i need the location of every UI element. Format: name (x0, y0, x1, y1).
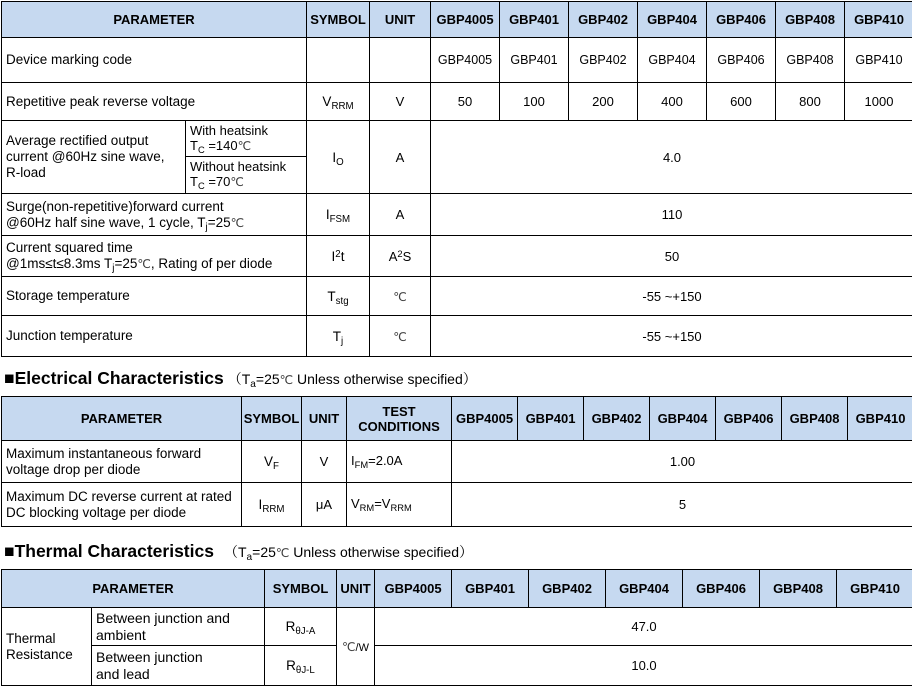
symbol-cell: $I_O$ (307, 121, 370, 194)
i2t-row (2, 236, 912, 277)
symbol-cell: $R_{\theta J-A}$ (265, 608, 337, 646)
symbol-cell: $I^2t$ (307, 236, 370, 277)
value-cell: 4.0 (431, 121, 912, 194)
value-cell: 10.0 (375, 646, 912, 686)
device-marking-row (2, 38, 912, 83)
io-row-with-heatsink (2, 121, 912, 157)
value-cell: 1.00 (452, 441, 912, 483)
device-column-header: GBP406 (707, 2, 776, 38)
value-cell: GBP404 (638, 38, 707, 83)
device-column-header: GBP4005 (452, 397, 518, 441)
tstg-row (2, 277, 912, 316)
value-cell: 1000 (845, 83, 912, 121)
device-column-header: GBP404 (606, 570, 683, 608)
section-title: ■Electrical Characteristics (4, 368, 224, 388)
value-cell: 50 (431, 236, 912, 277)
device-column-header: GBP408 (782, 397, 848, 441)
unit-header-cell: UNIT (370, 2, 431, 38)
device-column-header: GBP410 (837, 570, 912, 608)
device-column-header: GBP402 (569, 2, 638, 38)
condition-cell-with-heatsink: With heatsink $T_C$ =140℃ (186, 121, 307, 157)
value-cell: 50 (431, 83, 500, 121)
irrm-row (2, 483, 912, 527)
electrical-characteristics-heading (4, 368, 912, 389)
unit-cell: A (370, 194, 431, 236)
value-cell: 200 (569, 83, 638, 121)
device-column-header: GBP406 (716, 397, 782, 441)
value-cell: 47.0 (375, 608, 912, 646)
value-cell: -55 ~+150 (431, 316, 912, 357)
parameter-cell: Between junction and lead (92, 646, 265, 686)
parameter-cell: Storage temperature (2, 277, 307, 316)
unit-header-cell: UNIT (302, 397, 347, 441)
symbol-cell: $T_j$ (307, 316, 370, 357)
unit-cell: ℃/W (337, 608, 375, 686)
value-cell: 100 (500, 83, 569, 121)
device-column-header: GBP404 (650, 397, 716, 441)
parameter-group-cell: Thermal Resistance (2, 608, 92, 686)
value-cell: GBP410 (845, 38, 912, 83)
test-conditions-cell: $I_{FM}=2.0A$ (347, 441, 452, 483)
thermal-characteristics-heading (4, 541, 912, 562)
symbol-cell: $T_{stg}$ (307, 277, 370, 316)
symbol-cell: $V_F$ (242, 441, 302, 483)
parameter-cell: Surge(non-repetitive)forward current @60Hz half sine wave, 1 cycle, $T_j=25℃$ (2, 194, 307, 236)
device-column-header: GBP408 (776, 2, 845, 38)
unit-cell: ℃ (370, 277, 431, 316)
parameter-header-cell: PARAMETER (2, 2, 307, 38)
device-column-header: GBP402 (529, 570, 606, 608)
device-column-header: GBP404 (638, 2, 707, 38)
device-column-header: GBP408 (760, 570, 837, 608)
thermal-characteristics-table (1, 569, 912, 686)
maximum-ratings-table (1, 1, 912, 357)
value-cell: GBP408 (776, 38, 845, 83)
electrical-characteristics-table (1, 396, 912, 527)
value-cell: 600 (707, 83, 776, 121)
symbol-header-cell: SYMBOL (265, 570, 337, 608)
vrrm-row (2, 83, 912, 121)
symbol-cell (307, 38, 370, 83)
symbol-header-cell: SYMBOL (307, 2, 370, 38)
value-cell: 800 (776, 83, 845, 121)
parameter-cell: Repetitive peak reverse voltage (2, 83, 307, 121)
maximum-ratings-header-row (2, 2, 912, 38)
device-column-header: GBP410 (845, 2, 912, 38)
device-column-header: GBP410 (848, 397, 912, 441)
rthja-row (2, 608, 912, 646)
symbol-header-cell: SYMBOL (242, 397, 302, 441)
parameter-cell: Device marking code (2, 38, 307, 83)
value-cell: GBP401 (500, 38, 569, 83)
device-column-header: GBP401 (500, 2, 569, 38)
unit-cell: ℃ (370, 316, 431, 357)
unit-cell: A (370, 121, 431, 194)
device-column-header: GBP406 (683, 570, 760, 608)
ifsm-row (2, 194, 912, 236)
thermal-header-row (2, 570, 912, 608)
unit-cell: V (302, 441, 347, 483)
unit-cell: μA (302, 483, 347, 527)
device-column-header: GBP401 (518, 397, 584, 441)
parameter-header-cell: PARAMETER (2, 570, 265, 608)
symbol-cell: $I_{FSM}$ (307, 194, 370, 236)
test-conditions-cell: $V_{RM}=V_{RRM}$ (347, 483, 452, 527)
unit-cell (370, 38, 431, 83)
parameter-cell: Average rectified output current @60Hz sine wave, R-load (2, 121, 186, 194)
condition-cell-without-heatsink: Without heatsink $T_C$ =70℃ (186, 157, 307, 194)
value-cell: GBP402 (569, 38, 638, 83)
section-title: ■Thermal Characteristics (4, 541, 214, 561)
value-cell: GBP406 (707, 38, 776, 83)
parameter-cell: Maximum DC reverse current at rated DC blocking voltage per diode (2, 483, 242, 527)
parameter-cell: Junction temperature (2, 316, 307, 357)
rthjl-row (2, 646, 912, 686)
value-cell: GBP4005 (431, 38, 500, 83)
section-condition: （$T_a=25℃$ Unless otherwise specified） (228, 371, 477, 387)
section-condition: （$T_a=25℃$ Unless otherwise specified） (224, 544, 473, 560)
device-column-header: GBP4005 (431, 2, 500, 38)
device-column-header: GBP401 (452, 570, 529, 608)
test-conditions-header-cell: TEST CONDITIONS (347, 397, 452, 441)
unit-header-cell: UNIT (337, 570, 375, 608)
tj-row (2, 316, 912, 357)
symbol-cell: $R_{\theta J-L}$ (265, 646, 337, 686)
unit-cell: V (370, 83, 431, 121)
parameter-cell: Current squared time @1ms≤t≤8.3ms $T_j=25℃$, Rating of per diode (2, 236, 307, 277)
value-cell: 5 (452, 483, 912, 527)
symbol-cell: $I_{RRM}$ (242, 483, 302, 527)
parameter-cell: Maximum instantaneous forward voltage drop per diode (2, 441, 242, 483)
symbol-cell: $V_{RRM}$ (307, 83, 370, 121)
device-column-header: GBP402 (584, 397, 650, 441)
parameter-header-cell: PARAMETER (2, 397, 242, 441)
value-cell: -55 ~+150 (431, 277, 912, 316)
value-cell: 110 (431, 194, 912, 236)
value-cell: 400 (638, 83, 707, 121)
parameter-cell: Between junction and ambient (92, 608, 265, 646)
electrical-header-row (2, 397, 912, 441)
device-column-header: GBP4005 (375, 570, 452, 608)
vf-row (2, 441, 912, 483)
unit-cell: $A^2S$ (370, 236, 431, 277)
